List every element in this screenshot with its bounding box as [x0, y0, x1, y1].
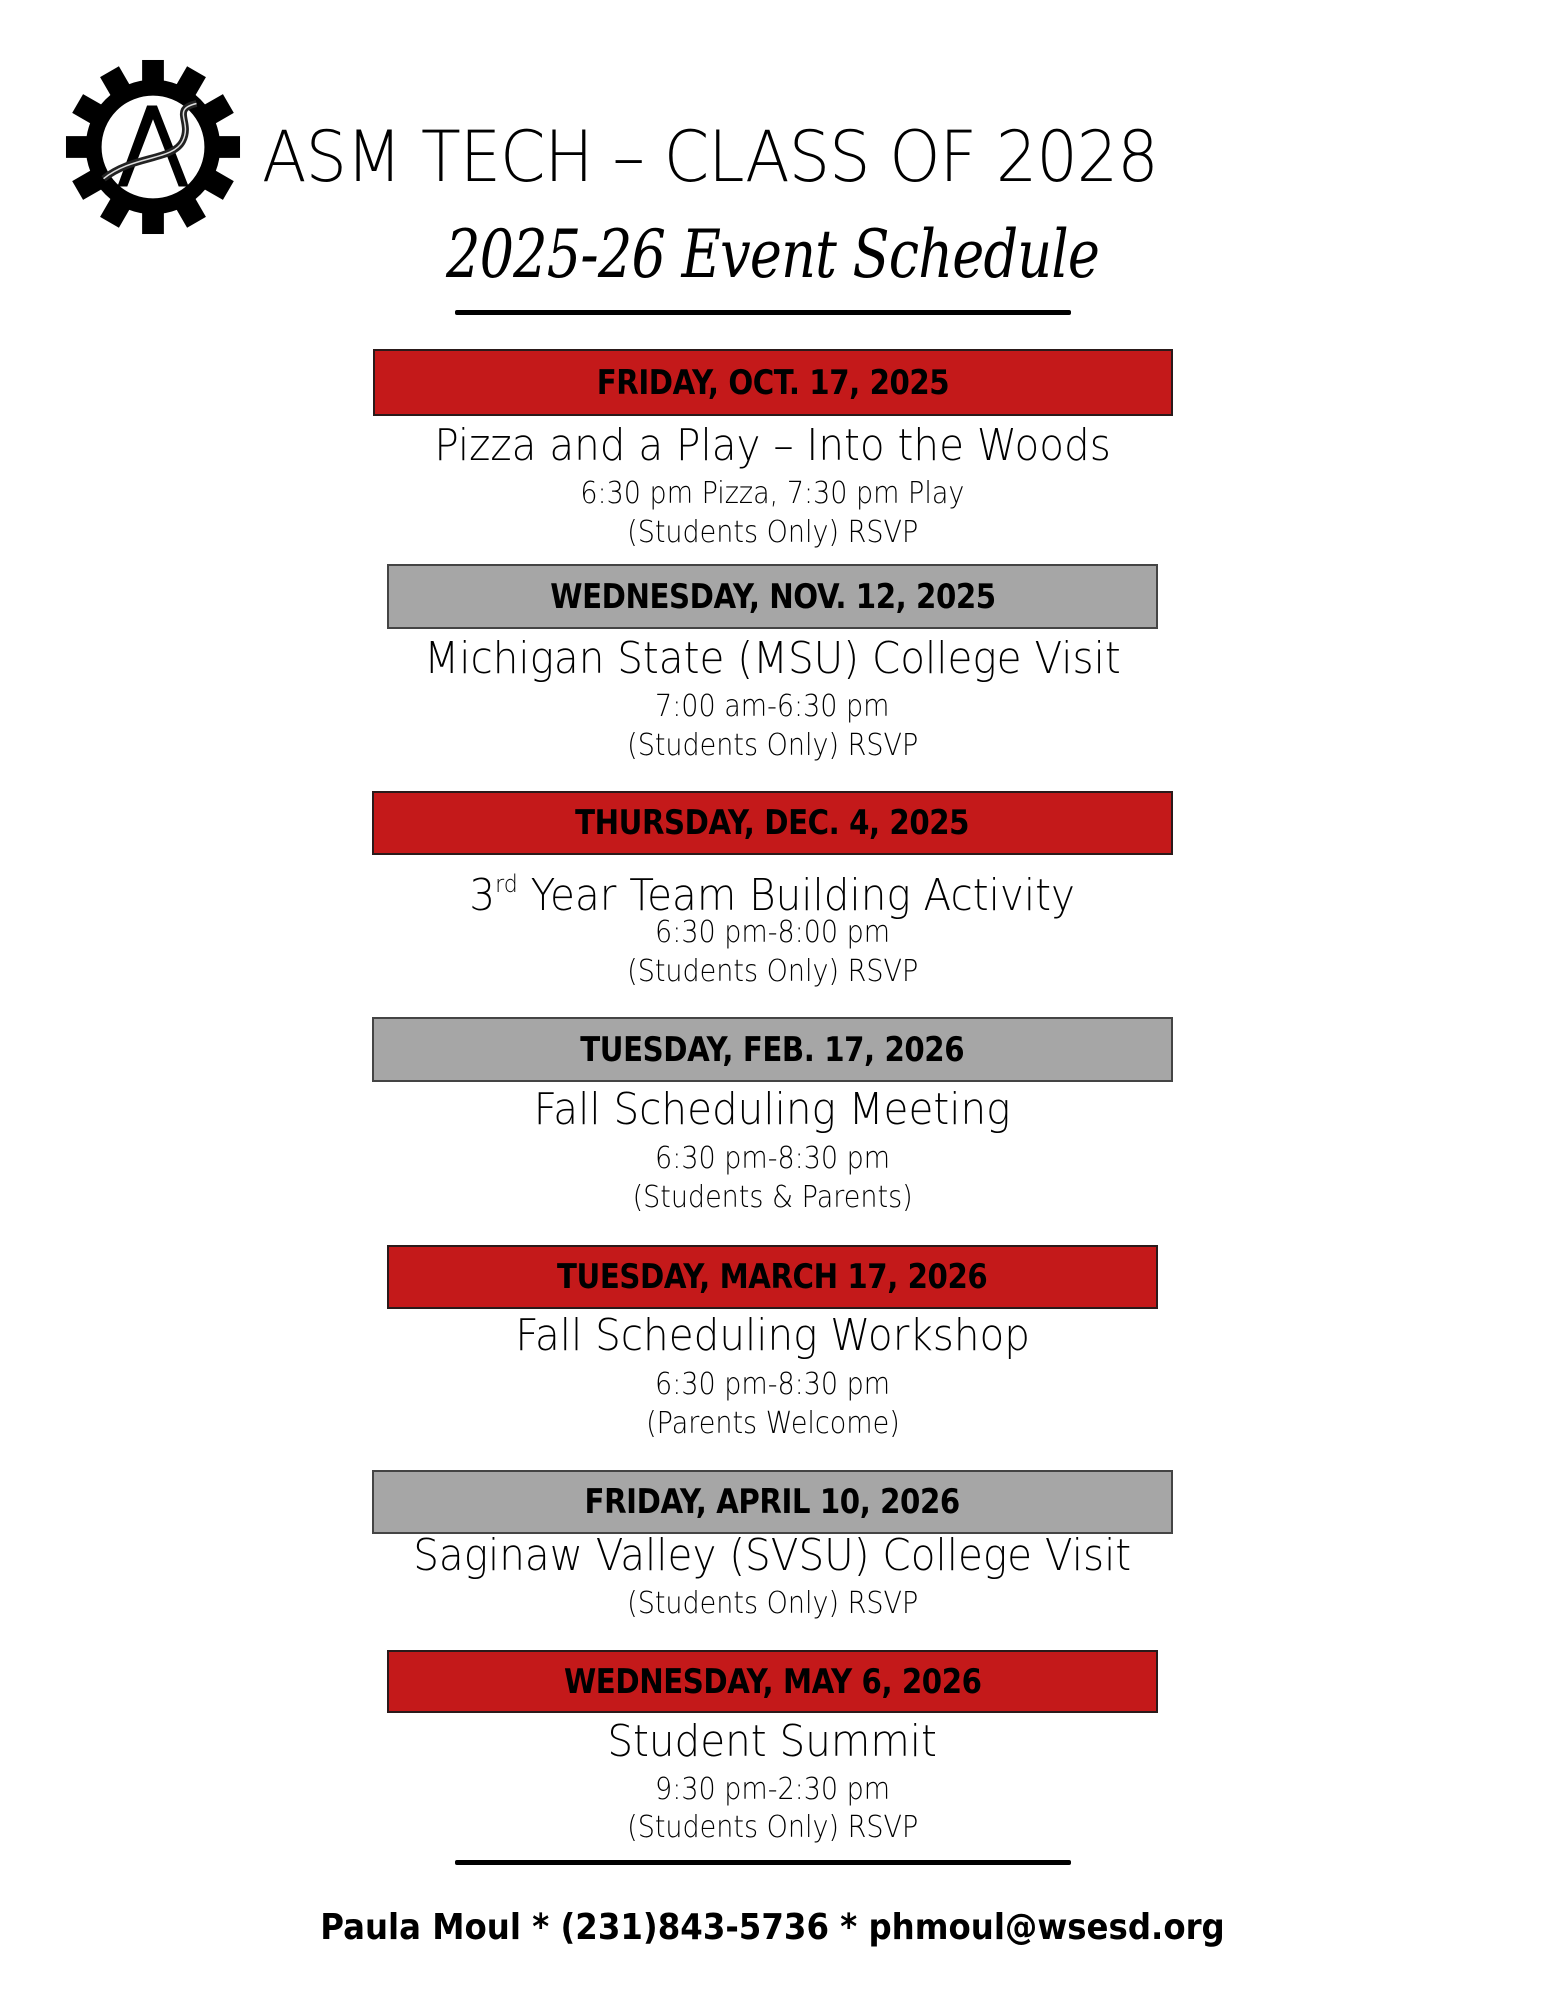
top-divider — [455, 310, 1071, 315]
event-audience: (Students & Parents) — [632, 1180, 913, 1215]
event-title: Student Summit — [607, 1716, 938, 1767]
event-date-bar: FRIDAY, APRIL 10, 2026 — [372, 1470, 1173, 1534]
event-time: 6:30 pm-8:30 pm — [654, 1141, 891, 1176]
event-title: 3rd Year Team Building Activity — [469, 870, 1076, 921]
bottom-divider — [455, 1860, 1071, 1865]
event-title: Fall Scheduling Meeting — [534, 1084, 1011, 1135]
event-date-bar: WEDNESDAY, MAY 6, 2026 — [387, 1650, 1158, 1713]
event-time: 9:30 pm-2:30 pm — [654, 1772, 891, 1807]
event-title: Michigan State (MSU) College Visit — [424, 633, 1121, 684]
event-audience: (Students Only) RSVP — [626, 954, 919, 989]
contact-footer: Paula Moul * (231)843-5736 * phmoul@wsesd.org — [320, 1907, 1225, 1948]
event-date-bar: FRIDAY, OCT. 17, 2025 — [373, 349, 1173, 416]
event-title: Fall Scheduling Workshop — [515, 1310, 1030, 1361]
event-title: Saginaw Valley (SVSU) College Visit — [413, 1530, 1132, 1581]
event-audience: (Students Only) RSVP — [626, 728, 919, 763]
event-time: 6:30 pm Pizza, 7:30 pm Play — [580, 476, 965, 511]
event-date-bar: WEDNESDAY, NOV. 12, 2025 — [387, 564, 1158, 629]
event-audience: (Students Only) RSVP — [626, 515, 919, 550]
event-audience: (Students Only) RSVP — [626, 1810, 919, 1845]
event-date-bar: THURSDAY, DEC. 4, 2025 — [372, 791, 1173, 855]
event-title: Pizza and a Play – Into the Woods — [434, 420, 1111, 471]
event-date-bar: TUESDAY, MARCH 17, 2026 — [387, 1245, 1158, 1309]
event-audience: (Parents Welcome) — [645, 1406, 900, 1441]
event-time: 6:30 pm-8:00 pm — [654, 915, 891, 950]
page-title: ASM TECH – CLASS OF 2028 — [262, 116, 1158, 198]
event-time: 6:30 pm-8:30 pm — [654, 1367, 891, 1402]
event-time: 7:00 am-6:30 pm — [655, 689, 890, 724]
page-subtitle: 2025-26 Event Schedule — [445, 216, 1100, 293]
event-date-bar: TUESDAY, FEB. 17, 2026 — [372, 1017, 1173, 1082]
event-audience: (Students Only) RSVP — [626, 1586, 919, 1621]
